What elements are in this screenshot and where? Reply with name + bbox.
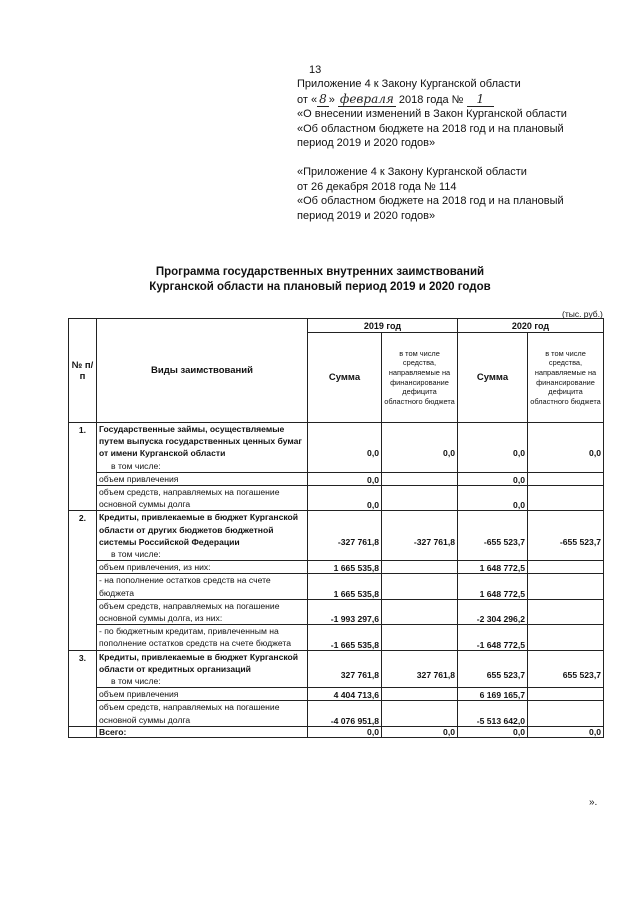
table-row [69,599,604,624]
original-law-header [297,165,617,223]
cell-value: -655 523,7 [528,511,604,561]
cell-value: 327 761,8 [382,650,458,688]
cell-value: 0,0 [458,726,528,737]
table-row [69,486,604,511]
header-date-line [297,92,617,108]
deficit-2019-header: в том числе средства, направляемые на финансирование дефицита областного бюджета [382,333,458,423]
section-title [97,511,308,561]
title-line-2: Курганской области на плановый период 2019 и 2020 годов [149,281,491,293]
cell-value: 0,0 [528,726,604,737]
cell-value: 655 523,7 [458,650,528,688]
header-line: «Об областном бюджете на 2018 год и на плановый [297,195,564,208]
cell-value: 6 169 165,7 [458,688,528,701]
total-label: Всего: [97,726,308,737]
document-title [0,265,640,295]
cell-value: 1 648 772,5 [458,574,528,599]
cell-empty [69,726,97,737]
cell-value: -4 076 951,8 [308,701,382,726]
row-label: - на пополнение остатков средств на счете бюджета [97,574,308,599]
cell-empty [528,574,604,599]
sum-2019-header: Сумма [308,333,382,423]
cell-empty [382,561,458,574]
section-number: 2. [69,511,97,650]
table-row [69,650,604,688]
cell-value: -655 523,7 [458,511,528,561]
date-suffix: 2018 года № [398,93,464,106]
table-row [69,561,604,574]
cell-value: 0,0 [458,423,528,473]
cell-value: 4 404 713,6 [308,688,382,701]
cell-empty [382,486,458,511]
handwritten-number: 1 [467,92,495,107]
cell-value: 655 523,7 [528,650,604,688]
cell-value: 327 761,8 [308,650,382,688]
cell-empty [382,472,458,485]
title-line-1: Программа государственных внутренних заимствований [155,266,485,278]
units-label: (тыс. руб.) [562,309,603,319]
header-line: период 2019 и 2020 годов» [297,137,436,150]
including-label: в том числе: [111,676,161,687]
cell-value: -2 304 296,2 [458,599,528,624]
total-row [69,726,604,737]
row-label: объем привлечения [97,472,308,485]
header-line: «Об областном бюджете на 2018 год и на плановый [297,122,564,135]
cell-empty [528,486,604,511]
table-row [69,511,604,561]
col-number-header: № п/п [69,319,97,423]
cell-empty [528,688,604,701]
cell-value: 0,0 [528,423,604,473]
cell-empty [382,688,458,701]
header-line: от 26 декабря 2018 года № 114 [297,180,457,193]
cell-empty [382,701,458,726]
amendment-header [297,77,617,151]
cell-value: 0,0 [308,486,382,511]
cell-value: 0,0 [382,726,458,737]
cell-empty [528,701,604,726]
cell-value: 0,0 [458,486,528,511]
section-title [97,423,308,473]
sum-2020-header: Сумма [458,333,528,423]
cell-value: 1 648 772,5 [458,561,528,574]
section-number: 1. [69,423,97,511]
borrowings-table [68,318,604,738]
including-label: в том числе: [111,549,161,560]
row-label: объем средств, направляемых на погашение основной суммы долга, из них: [97,599,308,624]
section-number: 3. [69,650,97,726]
cell-empty [528,561,604,574]
section-title [97,650,308,688]
cell-value: -5 513 642,0 [458,701,528,726]
cell-value: -327 761,8 [308,511,382,561]
section-title-text: Кредиты, привлекаемые в бюджет Курганской области от других бюджетов бюджетной системы Российской Федерации [99,512,299,547]
table-row [69,701,604,726]
cell-empty [382,574,458,599]
handwritten-day: 8 [319,91,327,106]
table-row [69,688,604,701]
cell-value: 1 665 535,8 [308,561,382,574]
header-line: Приложение 4 к Закону Курганской области [297,78,521,90]
table-row [69,472,604,485]
year-2019-header: 2019 год [308,319,458,333]
cell-empty [528,599,604,624]
cell-empty [382,599,458,624]
page-number: 13 [309,64,322,76]
date-prefix: от « [297,93,318,106]
handwritten-month: февраля [339,91,394,106]
cell-value: 0,0 [382,423,458,473]
header-line: «Приложение 4 к Закону Курганской области [297,166,527,178]
row-label: объем привлечения, из них: [97,561,308,574]
cell-value: 0,0 [308,726,382,737]
cell-value: -1 993 297,6 [308,599,382,624]
cell-value: 1 665 535,8 [308,574,382,599]
row-label: объем средств, направляемых на погашение основной суммы долга [97,701,308,726]
cell-value: -1 665 535,8 [308,625,382,650]
header-line: «О внесении изменений в Закон Курганской области [297,108,567,121]
cell-empty [528,472,604,485]
including-label: в том числе: [111,460,161,471]
row-label: объем привлечения [97,688,308,701]
cell-value: -1 648 772,5 [458,625,528,650]
cell-empty [528,625,604,650]
cell-empty [382,625,458,650]
year-2020-header: 2020 год [458,319,604,333]
cell-value: 0,0 [458,472,528,485]
col-name-header: Виды заимствований [97,319,308,423]
cell-value: -327 761,8 [382,511,458,561]
cell-value: 0,0 [308,423,382,473]
date-mid: » [328,93,335,106]
section-title-text: Кредиты, привлекаемые в бюджет Курганской области от кредитных организаций [99,651,299,674]
cell-value: 0,0 [308,472,382,485]
closing-mark: ». [589,797,598,808]
table-row [69,625,604,650]
table-row [69,423,604,473]
section-title-text: Государственные займы, осуществляемые путем выпуска государственных ценных бумаг от имени Курганской области [99,424,302,459]
header-line: период 2019 и 2020 годов» [297,209,436,222]
deficit-2020-header: в том числе средства, направляемые на финансирование дефицита областного бюджета [528,333,604,423]
row-label: объем средств, направляемых на погашение основной суммы долга [97,486,308,511]
row-label: - по бюджетным кредитам, привлеченным на пополнение остатков средств на счете бюджета [97,625,308,650]
table-row [69,574,604,599]
